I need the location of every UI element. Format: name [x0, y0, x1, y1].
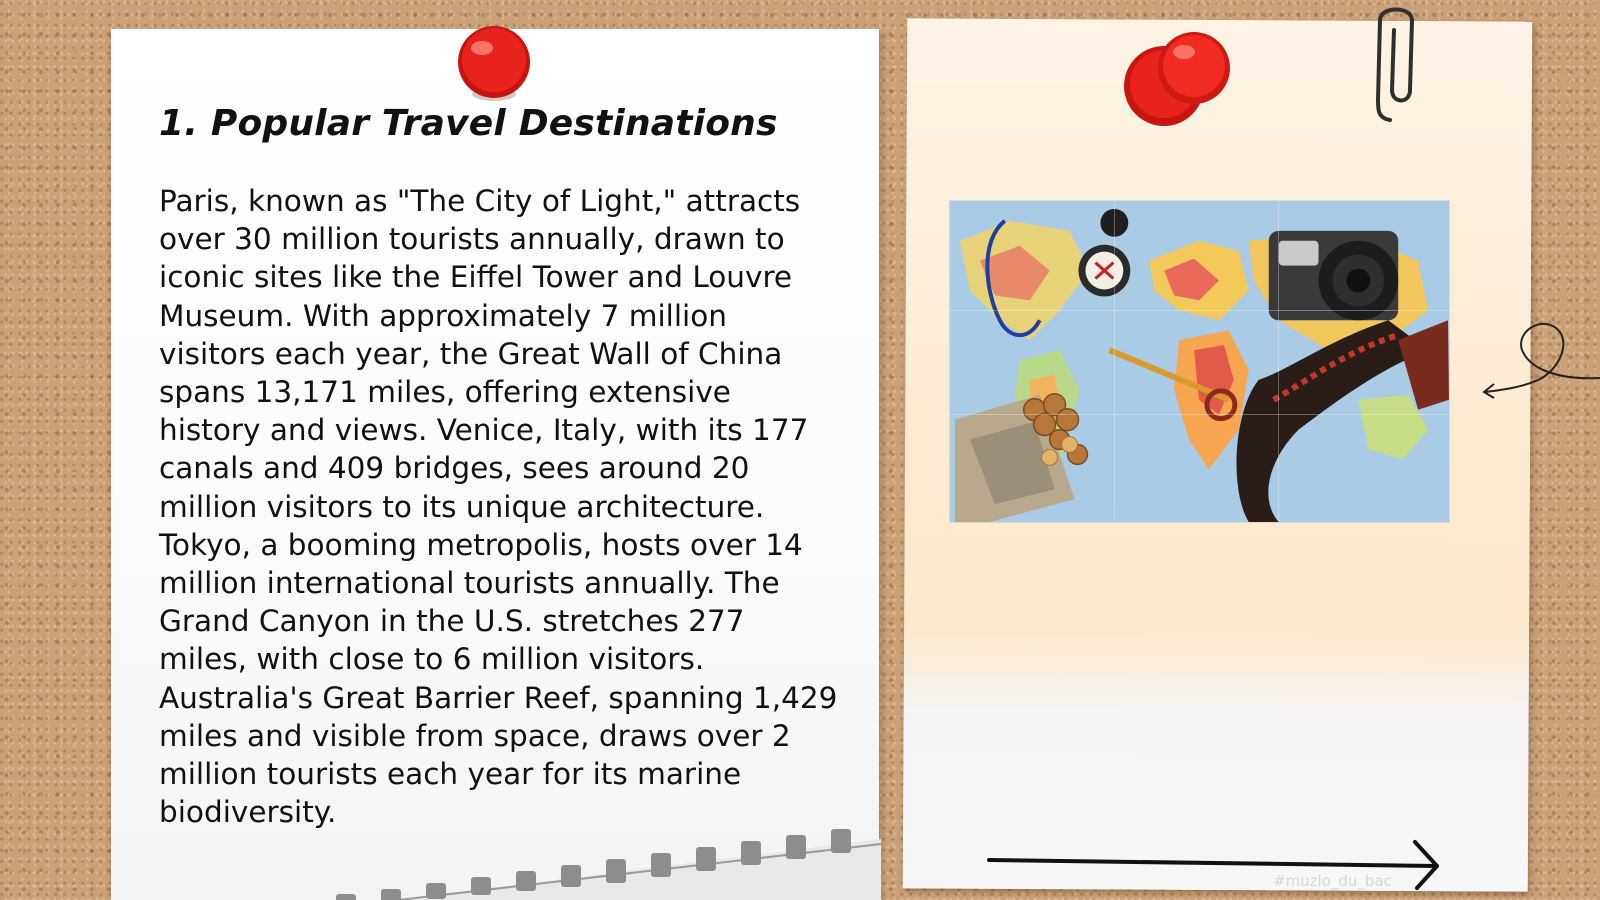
curly-arrow-icon: [1480, 310, 1600, 410]
body-line: Australia's Great Barrier Reef, spanning 1,429: [159, 680, 838, 715]
body-line: million tourists each year for its marine: [159, 757, 742, 792]
arrow-right-icon[interactable]: [985, 836, 1450, 892]
body-line: million international tourists annually. The: [159, 566, 780, 601]
body-line: Grand Canyon in the U.S. stretches 277: [159, 604, 745, 639]
body-line: iconic sites like the Eiffel Tower and Louvre: [159, 260, 793, 295]
slide-body-text: [159, 182, 849, 831]
body-line: Tokyo, a booming metropolis, hosts over 14: [159, 527, 803, 562]
body-line: visitors each year, the Great Wall of China: [159, 336, 783, 371]
pushpin-icon: [452, 22, 536, 106]
body-line: history and views. Venice, Italy, with its 177: [159, 413, 809, 448]
body-line: canals and 409 bridges, sees around 20: [159, 451, 750, 486]
body-line: spans 13,171 miles, offering extensive: [159, 375, 731, 410]
body-line: Museum. With approximately 7 million: [159, 298, 727, 333]
body-line: million visitors to its unique architecture.: [159, 489, 765, 524]
body-line: miles, with close to 6 million visitors.: [159, 642, 705, 677]
text-note-card: [111, 29, 879, 900]
body-line: biodiversity.: [159, 795, 337, 830]
torn-paper-edge: [321, 799, 881, 900]
travel-photo: [949, 200, 1450, 523]
paperclip-icon: [1372, 0, 1422, 128]
watermark-text: #muzlo_du_bac: [1273, 872, 1392, 890]
body-line: over 30 million tourists annually, drawn to: [159, 222, 785, 257]
slide-heading: 1. Popular Travel Destinations: [159, 103, 778, 144]
double-pushpin-icon: [1118, 28, 1238, 138]
body-line: Paris, known as "The City of Light," attracts: [159, 184, 801, 218]
body-line: miles and visible from space, draws over 2: [159, 718, 791, 753]
